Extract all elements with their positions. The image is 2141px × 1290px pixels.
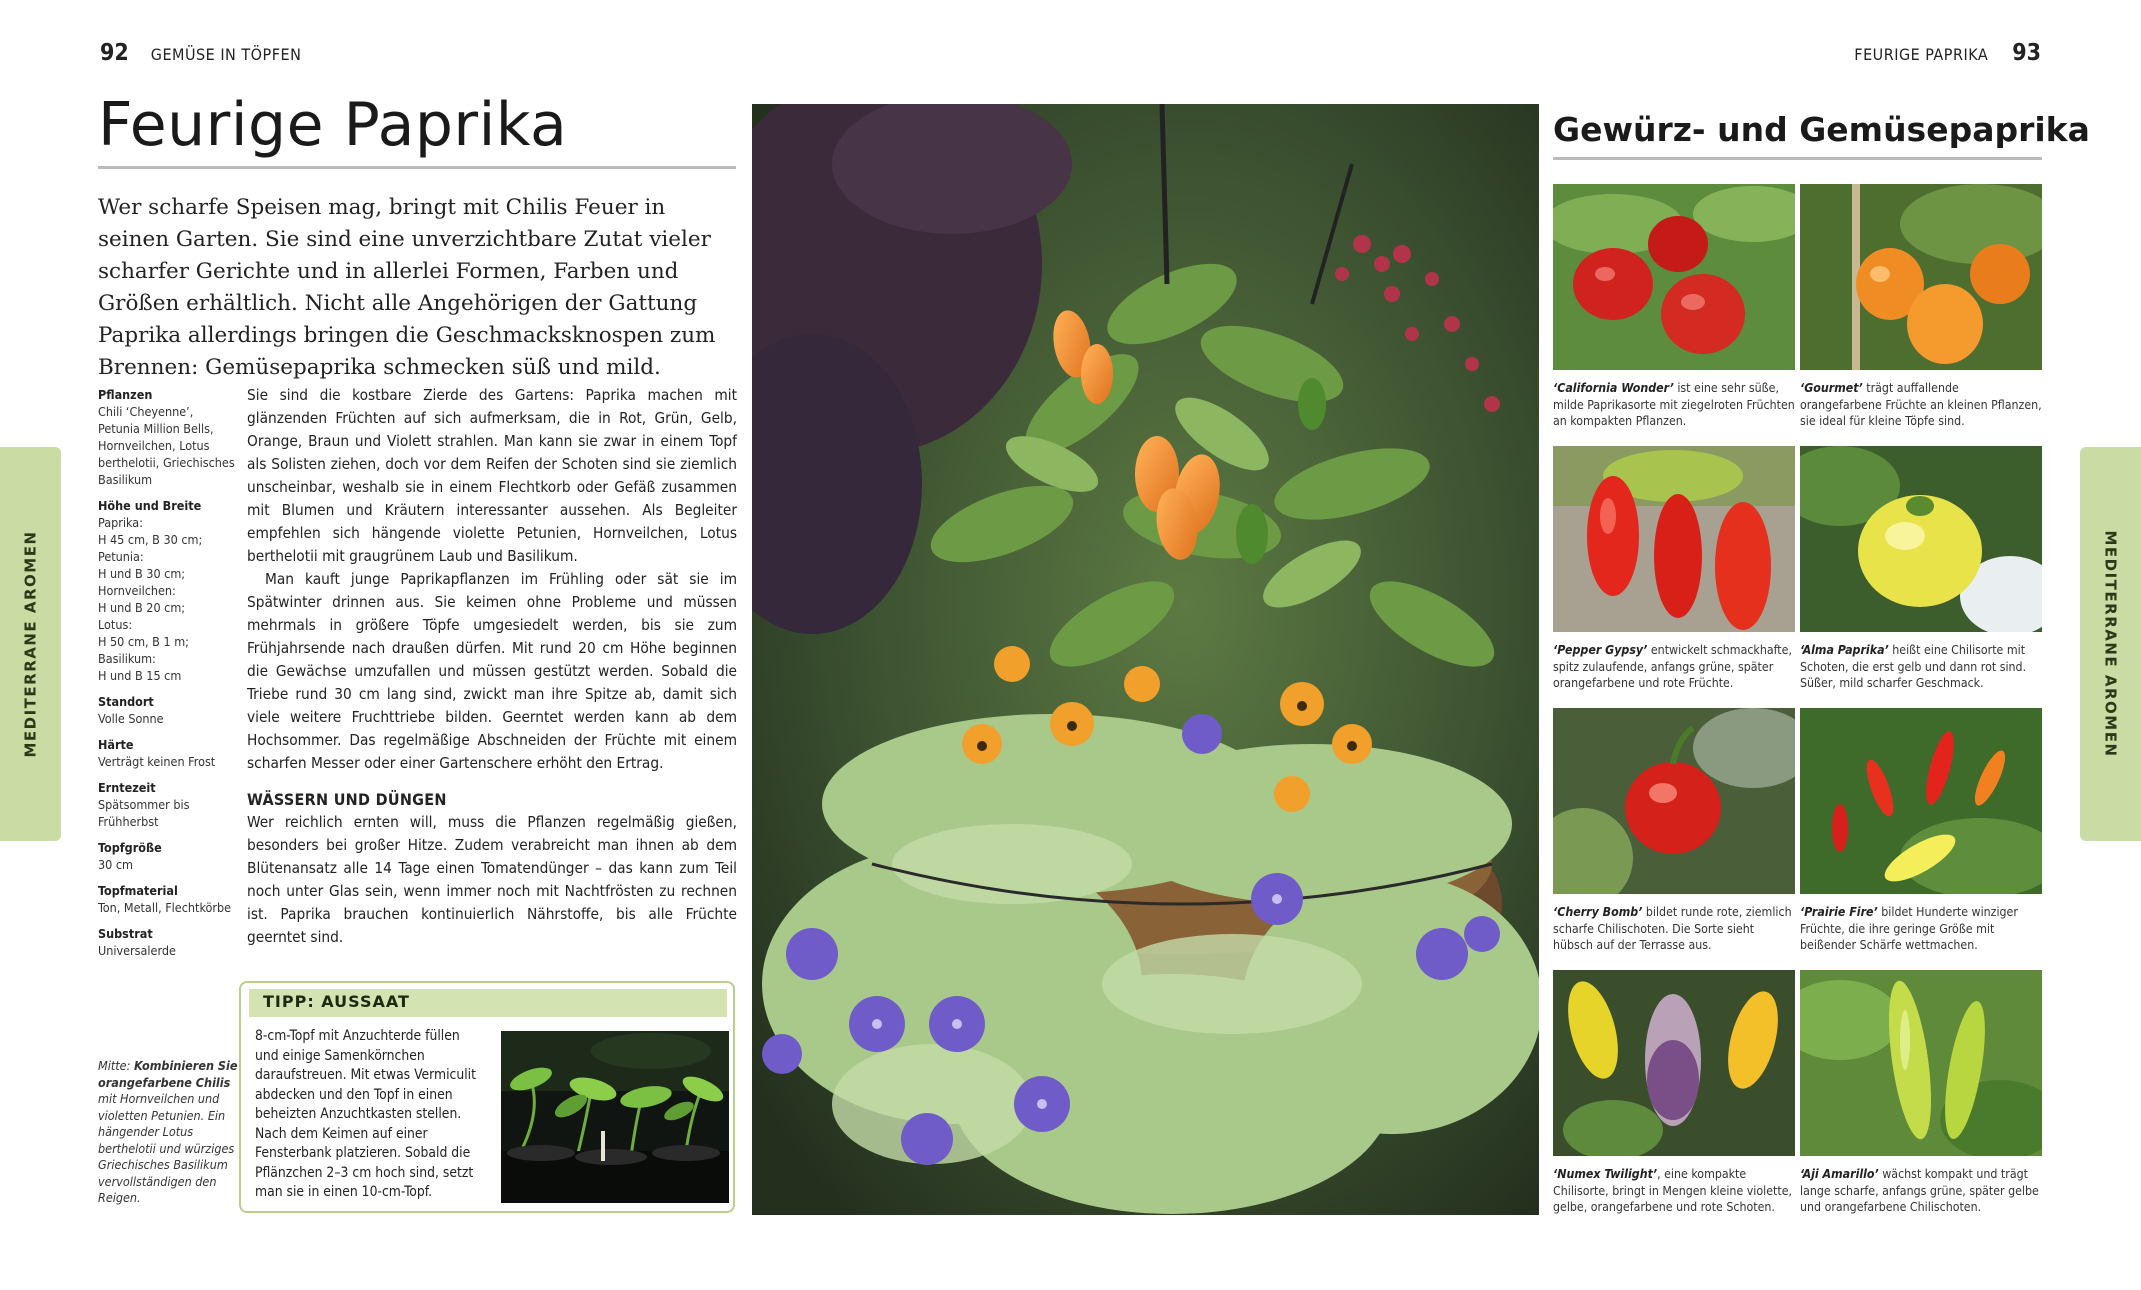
variety-caption	[1800, 380, 2042, 430]
hanging-basket-photo	[752, 104, 1539, 1215]
fact-heading: Standort	[98, 694, 154, 709]
body-text	[247, 384, 737, 949]
section-title-left: GEMÜSE IN TÖPFEN	[150, 45, 302, 64]
varieties-rule	[1553, 157, 2042, 160]
fact-heading: Höhe und Breite	[98, 498, 202, 513]
intro-paragraph: Wer scharfe Speisen mag, bringt mit Chilis Feuer in seinen Garten. Sie sind eine unverzichtbare Zutat vieler scharfer Gerichte und in allerlei Formen, Farben und Größen erhältlich. Nicht alle Angehörigen der Gattung Paprika allerdings bringen die Geschmacksknospen zum Brennen: Gemüsepaprika schmecken süß und mild.	[98, 195, 716, 380]
page-title: Feurige Paprika	[98, 90, 568, 160]
variety-photo	[1800, 970, 2042, 1156]
fact-heading: Topfmaterial	[98, 883, 178, 898]
page-number-right: 93	[2012, 40, 2041, 66]
variety-caption	[1800, 642, 2042, 692]
variety-caption	[1553, 380, 1795, 430]
variety-name: ‘Gourmet’	[1800, 381, 1863, 395]
variety-photo	[1553, 708, 1795, 894]
body-paragraph: Wer reichlich ernten will, muss die Pflanzen regelmäßig gießen, besonders bei großer Hitze. Zudem verabreicht man ihnen ab dem Blütenansatz alle 14 Tage einen Tomatendünger – das kann zum Teil noch unter Glas sein, wenn immer noch mit Nachtfrösten zu rechnen ist. Paprika brauchen kontinuierlich Nährstoffe, bis alle Früchte geerntet sind.	[247, 813, 737, 946]
main-photo-caption	[98, 1058, 238, 1207]
chapter-tab-right	[2080, 447, 2141, 841]
variety-card	[1553, 446, 1795, 692]
chapter-tab-left-label: MEDITERRANE AROMEN	[21, 530, 40, 758]
variety-name: ‘California Wonder’	[1553, 381, 1674, 395]
variety-desc: trägt auffallende orangefarbene Früchte an kleinen Pflanzen, sie ideal für kleine Töpfe sind.	[1800, 381, 2042, 428]
chapter-tab-left	[0, 447, 61, 841]
title-rule	[98, 166, 736, 169]
variety-caption	[1553, 642, 1795, 692]
fact-heading: Härte	[98, 737, 134, 752]
fact-value: Universalerde	[98, 943, 176, 958]
fact-heading: Erntezeit	[98, 780, 156, 795]
caption-bold: Kombinieren Sie orangefarbene Chilis	[98, 1058, 238, 1090]
variety-desc: entwickelt schmackhafte, spitz zulaufende, anfangs grüne, später orangefarbene und rote Früchte.	[1553, 643, 1792, 690]
variety-photo	[1553, 970, 1795, 1156]
variety-photo	[1800, 708, 2042, 894]
variety-card	[1553, 184, 1795, 430]
body-paragraph: Man kauft junge Paprikapflanzen im Frühling oder sät sie im Spätwinter drinnen aus. Sie keimen ohne Probleme und müssen mehrmals in größere Töpfe umgesiedelt werden, bis sie zum Frühjahrsende nach draußen dürfen. Mit rund 20 cm Höhe beginnen die Gewächse umzufallen und müssen gestützt werden. Sobald die Triebe rund 30 cm lang sind, zwickt man ihre Spitze ab, damit sich viele weitere Fruchttriebe bilden. Geerntet werden kann ab dem Hochsommer. Das regelmäßige Abschneiden der Früchte mit einem scharfen Messer oder einer Gartenschere erhöht den Ertrag.	[247, 570, 737, 772]
subheading: WÄSSERN UND DÜNGEN	[247, 790, 447, 809]
fact-value: Chili ‘Cheyenne’, Petunia Million Bells, Hornveilchen, Lotus berthelotii, Griechisches Basilikum	[98, 404, 235, 487]
variety-name: ‘Aji Amarillo’	[1800, 1167, 1879, 1181]
variety-card	[1800, 184, 2042, 430]
variety-card	[1800, 446, 2042, 692]
tip-text: 8-cm-Topf mit Anzuchterde füllen und einige Samenkörnchen daraufstreuen. Mit etwas Vermiculit abdecken und den Topf in einen beheizten Anzuchtkasten stellen. Nach dem Keimen auf einer Fensterbank platzieren. Sobald die Pflänzchen 2–3 cm hoch sind, setzt man sie in einen 10-cm-Topf.	[255, 1028, 476, 1200]
fact-value: Spätsommer bis Frühherbst	[98, 797, 190, 829]
plant-facts-sidebar	[98, 386, 238, 959]
page-header-left	[100, 40, 301, 66]
fact-heading: Pflanzen	[98, 387, 153, 402]
seedlings-photo	[501, 1031, 729, 1203]
body-paragraph: Sie sind die kostbare Zierde des Gartens: Paprika machen mit glänzenden Früchten auf sich aufmerksam, die in Rot, Grün, Gelb, Orange, Braun und Violett strahlen. Man kann sie zwar in einem Topf als Solisten ziehen, doch vor dem Reifen der Schoten sind sie ziemlich unscheinbar, weshalb sie in einem Flechtkorb oder Gefäß zusammen mit Blumen und Kräutern interessanter aussehen. Als Begleiter empfehlen sich hängende violette Petunien, Hornveilchen, Lotus berthelotii mit graugrünem Laub und Basilikum.	[247, 386, 737, 565]
variety-desc: heißt eine Chilisorte mit Schoten, die erst gelb und dann rot sind. Süßer, mild scharfer Geschmack.	[1800, 643, 2027, 690]
section-title-right: FEURIGE PAPRIKA	[1854, 45, 1989, 64]
variety-name: ‘Pepper Gypsy’	[1553, 643, 1648, 657]
fact-value: Ton, Metall, Flechtkörbe	[98, 900, 232, 915]
variety-name: ‘Prairie Fire’	[1800, 905, 1878, 919]
variety-name: ‘Numex Twilight’	[1553, 1167, 1658, 1181]
variety-desc: , eine kompakte Chilisorte, bringt in Mengen kleine violette, gelbe, orangefarbene und rote Schoten.	[1553, 1167, 1793, 1214]
varieties-title: Gewürz- und Gemüsepaprika	[1553, 110, 2090, 149]
tip-title: TIPP: AUSSAAT	[249, 989, 727, 1017]
page-number-left: 92	[100, 40, 129, 66]
caption-lead: Mitte:	[98, 1058, 131, 1073]
variety-caption	[1553, 904, 1795, 954]
variety-photo	[1553, 446, 1795, 632]
variety-caption	[1800, 1166, 2042, 1216]
fact-value: Paprika: H 45 cm, B 30 cm; Petunia: H und B 30 cm; Hornveilchen: H und B 20 cm; Lotus: H 50 cm, B 1 m; Basilikum: H und B 15 cm	[98, 515, 203, 683]
fact-heading: Substrat	[98, 926, 153, 941]
variety-name: ‘Cherry Bomb’	[1553, 905, 1643, 919]
chapter-tab-right-label: MEDITERRANE AROMEN	[2101, 530, 2120, 758]
caption-rest: mit Hornveilchen und violetten Petunien. Ein hängender Lotus berthelotii und würziges Griechisches Basilikum vervollständigen den Reigen.	[98, 1091, 235, 1205]
fact-value: Volle Sonne	[98, 711, 164, 726]
variety-card	[1800, 970, 2042, 1216]
fact-value: 30 cm	[98, 857, 134, 872]
variety-desc: bildet runde rote, ziemlich scharfe Chilischoten. Die Sorte sieht hübsch auf der Terrasse aus.	[1553, 905, 1792, 952]
variety-card	[1553, 970, 1795, 1216]
variety-photo	[1800, 446, 2042, 632]
fact-heading: Topfgröße	[98, 840, 162, 855]
variety-caption	[1800, 904, 2042, 954]
variety-card	[1800, 708, 2042, 954]
variety-desc: ist eine sehr süße, milde Paprikasorte mit ziegelroten Früchten an kompakten Pflanzen.	[1553, 381, 1795, 428]
variety-photo	[1553, 184, 1795, 370]
fact-value: Verträgt keinen Frost	[98, 754, 216, 769]
variety-card	[1553, 708, 1795, 954]
page-header-right	[1854, 40, 2041, 66]
tip-box	[239, 981, 735, 1213]
variety-caption	[1553, 1166, 1795, 1216]
variety-desc: wächst kompakt und trägt lange scharfe, anfangs grüne, später gelbe und orangefarbene Chilischoten.	[1800, 1167, 2039, 1214]
variety-photo	[1800, 184, 2042, 370]
variety-name: ‘Alma Paprika’	[1800, 643, 1889, 657]
variety-desc: bildet Hunderte winziger Früchte, die ihre geringe Größe mit beißender Schärfe wettmachen.	[1800, 905, 2018, 952]
